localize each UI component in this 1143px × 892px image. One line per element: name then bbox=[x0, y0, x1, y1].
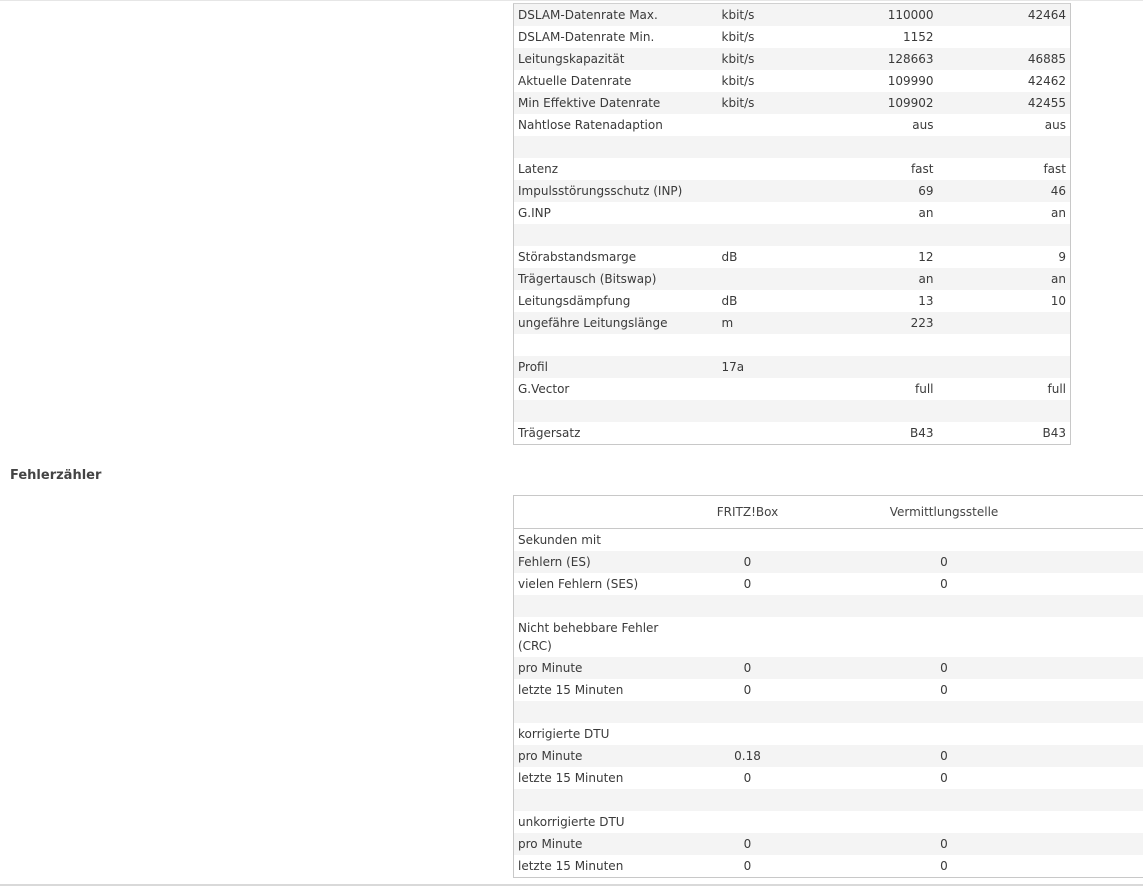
row-label: Trägersatz bbox=[518, 426, 581, 440]
row-value-receive: an bbox=[918, 206, 934, 220]
row-label: Trägertausch (Bitswap) bbox=[514, 268, 718, 290]
error-counter-title: Fehlerzähler bbox=[10, 468, 102, 483]
row-spacer bbox=[1065, 657, 1143, 679]
dsl-line-info-body bbox=[514, 4, 1071, 445]
row-label: G.Vector bbox=[518, 382, 570, 396]
row-unit bbox=[718, 400, 808, 422]
row-value-receive: full bbox=[915, 382, 934, 396]
row-label: Leitungsdämpfung bbox=[518, 294, 631, 308]
table-row bbox=[514, 48, 1071, 70]
row-unit: kbit/s bbox=[721, 74, 755, 88]
row-value-receive: 109990 bbox=[887, 74, 934, 88]
table-row bbox=[514, 70, 1071, 92]
row-label: G.INP bbox=[518, 206, 551, 220]
row-value-fritzbox: 0 bbox=[743, 683, 752, 697]
row-unit: m bbox=[718, 312, 808, 334]
row-unit: 17a bbox=[718, 356, 808, 378]
row-value-receive: 128663 bbox=[808, 48, 938, 70]
row-spacer bbox=[1065, 723, 1143, 745]
row-unit: kbit/s bbox=[718, 92, 808, 114]
header-spacer bbox=[1065, 496, 1143, 529]
row-label: Min Effektive Datenrate bbox=[514, 92, 718, 114]
row-unit bbox=[718, 180, 808, 202]
error-counter-body bbox=[514, 529, 1143, 878]
row-value-fritzbox: 0.18 bbox=[672, 745, 824, 767]
table-row bbox=[514, 202, 1071, 224]
row-value-fritzbox bbox=[672, 789, 824, 811]
row-spacer bbox=[1065, 595, 1143, 617]
row-unit: kbit/s bbox=[721, 30, 755, 44]
row-value-exchange: 0 bbox=[940, 577, 948, 591]
row-unit bbox=[718, 158, 808, 180]
table-row bbox=[514, 268, 1071, 290]
row-value-fritzbox bbox=[672, 723, 824, 745]
row-value-receive: 110000 bbox=[808, 4, 938, 27]
row-value-exchange: 0 bbox=[824, 745, 1065, 767]
row-value-exchange bbox=[824, 811, 1065, 833]
top-divider bbox=[0, 0, 1143, 1]
row-label: pro Minute bbox=[514, 745, 672, 767]
table-row bbox=[514, 551, 1143, 573]
row-value-receive: 13 bbox=[918, 294, 934, 308]
row-label: pro Minute bbox=[514, 833, 672, 855]
table-row bbox=[514, 290, 1071, 312]
table-row bbox=[514, 617, 1143, 657]
row-label: DSLAM-Datenrate Max. bbox=[514, 4, 718, 27]
row-value-receive: B43 bbox=[909, 426, 934, 440]
row-value-receive: an bbox=[808, 268, 938, 290]
row-value-send: 42464 bbox=[938, 4, 1071, 27]
row-spacer bbox=[1065, 855, 1143, 878]
row-unit bbox=[718, 224, 808, 246]
row-unit bbox=[718, 268, 808, 290]
row-unit: kbit/s bbox=[718, 48, 808, 70]
row-label: unkorrigierte DTU bbox=[518, 815, 625, 829]
table-row bbox=[514, 312, 1071, 334]
row-value-exchange: 0 bbox=[940, 683, 948, 697]
row-value-receive bbox=[808, 334, 938, 356]
row-value-send: 42455 bbox=[938, 92, 1071, 114]
row-label: Nicht behebbare Fehler (CRC) bbox=[518, 621, 659, 653]
table-row bbox=[514, 422, 1071, 445]
row-value-send bbox=[938, 356, 1071, 378]
row-value-receive bbox=[808, 136, 938, 158]
row-label bbox=[514, 789, 672, 811]
row-value-exchange: 0 bbox=[824, 833, 1065, 855]
row-spacer bbox=[1065, 617, 1143, 657]
row-spacer bbox=[1065, 551, 1143, 573]
row-spacer bbox=[1065, 789, 1143, 811]
row-label bbox=[514, 595, 672, 617]
row-unit bbox=[718, 378, 808, 400]
row-value-fritzbox: 0 bbox=[743, 577, 752, 591]
row-value-fritzbox bbox=[672, 595, 824, 617]
row-label: vielen Fehlern (SES) bbox=[518, 577, 639, 591]
row-value-receive: fast bbox=[910, 162, 934, 176]
table-row bbox=[514, 679, 1143, 701]
row-label: Impulsstörungsschutz (INP) bbox=[514, 180, 718, 202]
row-value-exchange: 0 bbox=[940, 771, 948, 785]
row-value-send: 46 bbox=[938, 180, 1071, 202]
row-label: Leitungskapazität bbox=[514, 48, 718, 70]
error-counter-table bbox=[513, 495, 1143, 878]
row-label: Nahtlose Ratenadaption bbox=[518, 118, 663, 132]
row-value-send bbox=[938, 26, 1071, 48]
row-value-send: 46885 bbox=[938, 48, 1071, 70]
row-spacer bbox=[1065, 701, 1143, 723]
row-value-exchange bbox=[824, 701, 1065, 723]
row-spacer bbox=[1065, 573, 1143, 595]
row-value-send: an bbox=[938, 268, 1071, 290]
spacer-row bbox=[514, 701, 1143, 723]
row-label bbox=[514, 224, 718, 246]
row-unit: dB bbox=[721, 250, 738, 264]
row-value-send bbox=[938, 136, 1071, 158]
row-value-receive: 12 bbox=[918, 250, 934, 264]
row-label: Latenz bbox=[518, 162, 559, 176]
table-row bbox=[514, 356, 1071, 378]
row-unit bbox=[718, 422, 808, 445]
spacer-row bbox=[514, 224, 1071, 246]
row-value-receive: 109902 bbox=[808, 92, 938, 114]
row-value-exchange: 0 bbox=[940, 859, 948, 873]
dsl-line-info-table bbox=[513, 3, 1071, 445]
table-row bbox=[514, 657, 1143, 679]
row-value-send: 9 bbox=[1058, 250, 1066, 264]
row-value-send: an bbox=[1051, 206, 1066, 220]
row-value-fritzbox: 0 bbox=[672, 551, 824, 573]
row-value-exchange bbox=[824, 617, 1065, 657]
row-value-receive bbox=[808, 400, 938, 422]
row-value-send: B43 bbox=[1042, 426, 1066, 440]
table-row bbox=[514, 158, 1071, 180]
spacer-row bbox=[514, 400, 1071, 422]
spacer-row bbox=[514, 136, 1071, 158]
row-unit bbox=[718, 334, 808, 356]
row-label bbox=[514, 136, 718, 158]
row-value-receive: 223 bbox=[808, 312, 938, 334]
row-value-exchange bbox=[824, 529, 1065, 552]
row-spacer bbox=[1065, 767, 1143, 789]
row-value-receive bbox=[808, 224, 938, 246]
table-row bbox=[514, 4, 1071, 27]
row-value-send bbox=[938, 400, 1071, 422]
table-row bbox=[514, 246, 1071, 268]
table-row bbox=[514, 833, 1143, 855]
row-spacer bbox=[1065, 833, 1143, 855]
row-value-send: 42462 bbox=[1027, 74, 1066, 88]
row-label: ungefähre Leitungslänge bbox=[514, 312, 718, 334]
spacer-row bbox=[514, 595, 1143, 617]
header-fritzbox: FRITZ!Box bbox=[672, 496, 824, 529]
row-value-fritzbox: 0 bbox=[743, 771, 752, 785]
row-label: Fehlern (ES) bbox=[514, 551, 672, 573]
row-label: pro Minute bbox=[514, 657, 672, 679]
table-row bbox=[514, 811, 1143, 833]
table-row bbox=[514, 180, 1071, 202]
row-value-fritzbox: 0 bbox=[672, 833, 824, 855]
row-spacer bbox=[1065, 811, 1143, 833]
header-label bbox=[514, 496, 672, 529]
row-spacer bbox=[1065, 529, 1143, 552]
row-label: DSLAM-Datenrate Min. bbox=[518, 30, 655, 44]
row-value-exchange bbox=[824, 723, 1065, 745]
table-row bbox=[514, 745, 1143, 767]
row-label: Profil bbox=[514, 356, 718, 378]
row-label: Aktuelle Datenrate bbox=[518, 74, 632, 88]
table-row bbox=[514, 378, 1071, 400]
row-value-fritzbox: 0 bbox=[672, 657, 824, 679]
row-value-exchange: 0 bbox=[824, 551, 1065, 573]
table-row bbox=[514, 723, 1143, 745]
row-value-receive: 69 bbox=[808, 180, 938, 202]
row-label bbox=[514, 334, 718, 356]
row-label: Sekunden mit bbox=[518, 533, 601, 547]
row-label: Störabstandsmarge bbox=[518, 250, 637, 264]
spacer-row bbox=[514, 334, 1071, 356]
row-value-exchange bbox=[824, 789, 1065, 811]
row-value-receive: aus bbox=[912, 118, 934, 132]
row-unit bbox=[718, 202, 808, 224]
row-unit bbox=[718, 136, 808, 158]
spacer-row bbox=[514, 789, 1143, 811]
row-value-send: aus bbox=[1044, 118, 1066, 132]
table-row bbox=[514, 855, 1143, 878]
row-value-fritzbox bbox=[672, 617, 824, 657]
row-label: letzte 15 Minuten bbox=[518, 859, 624, 873]
header-exchange: Vermittlungsstelle bbox=[824, 496, 1065, 529]
table-row bbox=[514, 92, 1071, 114]
row-value-exchange bbox=[824, 595, 1065, 617]
row-value-fritzbox bbox=[672, 701, 824, 723]
table-row bbox=[514, 529, 1143, 552]
row-value-send bbox=[938, 312, 1071, 334]
row-label: letzte 15 Minuten bbox=[518, 771, 624, 785]
row-spacer bbox=[1065, 745, 1143, 767]
row-value-receive bbox=[808, 356, 938, 378]
row-label bbox=[514, 701, 672, 723]
row-value-send: 10 bbox=[1050, 294, 1066, 308]
row-value-exchange: 0 bbox=[824, 657, 1065, 679]
row-value-fritzbox: 0 bbox=[743, 859, 752, 873]
row-label bbox=[514, 400, 718, 422]
bottom-divider bbox=[0, 884, 1143, 886]
row-value-send bbox=[938, 334, 1071, 356]
table-row bbox=[514, 114, 1071, 136]
row-value-send bbox=[938, 224, 1071, 246]
row-value-fritzbox bbox=[672, 529, 824, 552]
table-row bbox=[514, 767, 1143, 789]
row-label: letzte 15 Minuten bbox=[518, 683, 624, 697]
row-unit: dB bbox=[721, 294, 738, 308]
row-label: korrigierte DTU bbox=[518, 727, 610, 741]
row-value-send: full bbox=[1047, 382, 1066, 396]
row-value-fritzbox bbox=[672, 811, 824, 833]
table-row bbox=[514, 26, 1071, 48]
row-unit: kbit/s bbox=[718, 4, 808, 27]
row-value-receive: 1152 bbox=[902, 30, 934, 44]
error-counter-header-row bbox=[514, 496, 1143, 529]
table-row bbox=[514, 573, 1143, 595]
row-spacer bbox=[1065, 679, 1143, 701]
row-value-send: fast bbox=[1043, 162, 1066, 176]
row-unit bbox=[718, 114, 808, 136]
